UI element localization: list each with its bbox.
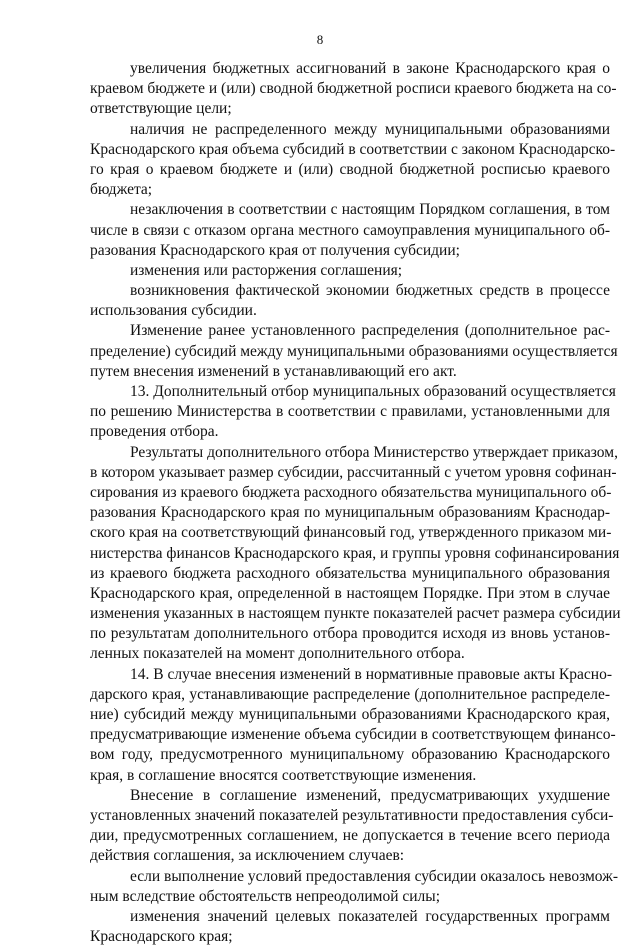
text-line: 14. В случае внесения изменений в нормативные правовые акты Красно- xyxy=(130,665,612,683)
paragraph xyxy=(90,867,619,907)
text-line: проведения отбора. xyxy=(90,423,219,441)
page-number: 8 xyxy=(316,32,324,47)
text-line: ского края на соответствующий финансовый год, утвержденного приказом ми- xyxy=(90,524,612,542)
text-line: Изменение ранее установленного распределения (дополнительное рас- xyxy=(130,322,610,340)
paragraph xyxy=(90,382,616,443)
text-line: Краснодарского края объема субсидий в соответствии с законом Краснодарско- xyxy=(90,140,616,158)
text-line: нистерства финансов Краснодарского края, и группы уровня софинансирования xyxy=(90,544,620,562)
text-line: по результатам дополнительного отбора проводится исходя из вновь установ- xyxy=(90,625,610,643)
paragraph xyxy=(90,786,614,867)
text-line: увеличения бюджетных ассигнований в законе Краснодарского края о xyxy=(130,60,610,77)
text-line: пределение) субсидий между муниципальными образованиями осуществляется xyxy=(90,342,618,360)
text-line: вом году, предусмотренного муниципальному образованию Краснодарского xyxy=(90,746,610,764)
paragraph xyxy=(90,281,610,321)
text-line: края, в соглашение вносятся соответствующие изменения. xyxy=(90,766,477,784)
text-line: ным вследствие обстоятельств непреодолимой силы; xyxy=(90,887,441,905)
text-line: изменения или расторжения соглашения; xyxy=(130,261,403,279)
text-line: Внесение в соглашение изменений, предусматривающих ухудшение xyxy=(130,786,610,804)
text-line: использования субсидии. xyxy=(90,302,257,320)
paragraph xyxy=(90,321,618,382)
text-line: бюджета; xyxy=(90,181,153,199)
text-line: если выполнение условий предоставления субсидии оказалось невозмож- xyxy=(130,867,619,885)
text-line: незаключения в соответствии с настоящим Порядком соглашения, в том xyxy=(130,201,610,219)
paragraph xyxy=(90,665,616,786)
text-line: Краснодарского края; xyxy=(90,928,233,946)
text-line: предусматривающие изменение объема субсидии в соответствующем финансо- xyxy=(90,726,616,744)
text-line: числе в связи с отказом органа местного самоуправления муниципального об- xyxy=(90,221,610,239)
text-line: по решению Министерства в соответствии с правилами, установленными для xyxy=(90,403,610,421)
text-line: ленных показателей на момент дополнительного отбора. xyxy=(90,645,465,663)
text-line: го края о краевом бюджете и (или) сводной бюджетной росписью краевого xyxy=(90,160,610,178)
text-line: 13. Дополнительный отбор муниципальных образований осуществляется xyxy=(130,383,616,400)
paragraph xyxy=(90,59,617,120)
text-line: возникновения фактической экономии бюджетных средств в процессе xyxy=(130,282,610,300)
text-line: краевом бюджете и (или) сводной бюджетной росписи краевого бюджета на со- xyxy=(90,80,617,98)
paragraph xyxy=(90,120,616,201)
text-line: ответствующие цели; xyxy=(90,100,232,118)
text-line: изменения указанных в настоящем пункте показателей расчет размера субсидии xyxy=(90,605,621,623)
text-line: дарского края, устанавливающие распределение (дополнительное распределе- xyxy=(90,685,610,703)
text-line: действия соглашения, за исключением случаев: xyxy=(90,847,405,865)
text-line: дии, предусмотренных соглашением, не допускается в течение всего периода xyxy=(90,827,610,845)
paragraph xyxy=(90,907,610,947)
paragraph xyxy=(90,261,610,281)
text-line: Результаты дополнительного отбора Министерство утверждает приказом, xyxy=(130,443,618,461)
paragraph xyxy=(90,443,621,665)
paragraph xyxy=(90,200,610,261)
text-line: в котором указывает размер субсидии, рассчитанный с учетом уровня софинан- xyxy=(90,463,617,481)
document-body xyxy=(90,59,621,947)
text-line: разования Краснодарского края от получения субсидии; xyxy=(90,241,460,259)
text-line: из краевого бюджета расходного обязательства муниципального образования xyxy=(90,564,610,582)
text-line: сирования из краевого бюджета расходного обязательства муниципального об- xyxy=(90,483,612,501)
text-line: путем внесения изменений в устанавливающий его акт. xyxy=(90,362,457,380)
text-line: наличия не распределенного между муниципальными образованиями xyxy=(130,120,610,138)
text-line: изменения значений целевых показателей государственных программ xyxy=(130,907,610,925)
text-line: установленных значений показателей результативности предоставления субси- xyxy=(90,806,614,824)
text-line: Краснодарского края, определенной в настоящем Порядке. При этом в случае xyxy=(90,584,610,602)
text-line: ние) субсидий между муниципальными образованиями Краснодарского края, xyxy=(90,706,610,723)
text-line: разования Краснодарского края по муниципальным образованиям Краснодар- xyxy=(90,504,610,522)
